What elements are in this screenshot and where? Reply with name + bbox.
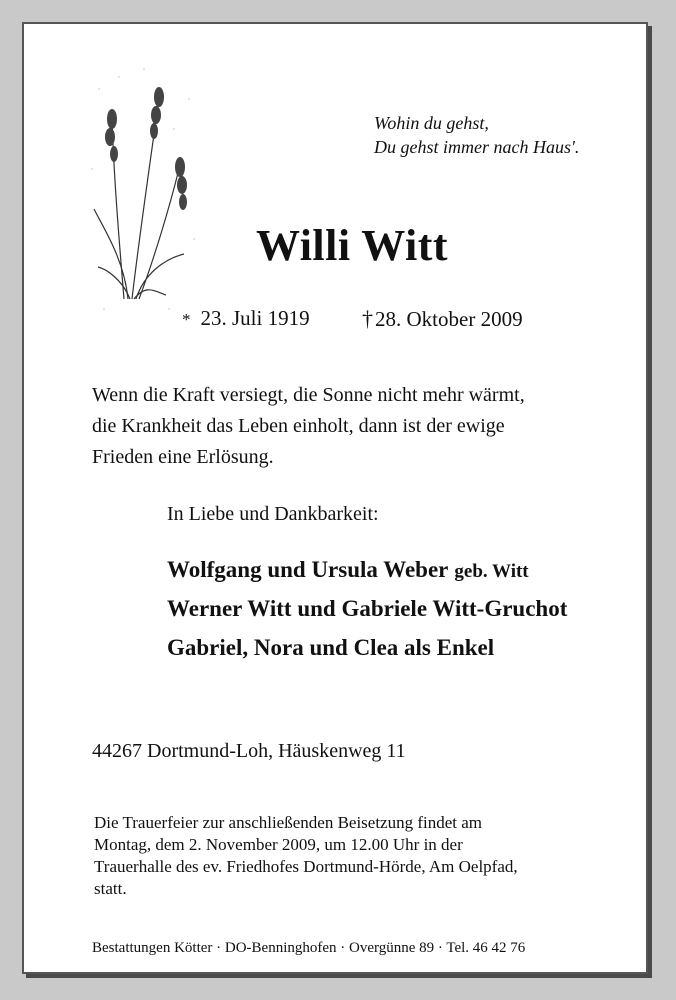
family-suffix: geb. Witt: [454, 561, 529, 582]
family-line-3: [167, 635, 494, 661]
service-notice: [94, 812, 634, 900]
family-names: Werner Witt und Gabriele Witt-Gruchot: [167, 596, 568, 621]
birth-date: [182, 306, 310, 331]
funeral-home-footer: Bestattungen Kötter · DO-Benninghofen · Overgünne 89 · Tel. 46 42 76: [92, 940, 526, 956]
death-date-text: 28. Oktober 2009: [375, 307, 523, 331]
service-line: statt.: [94, 879, 127, 898]
address: 44267 Dortmund-Loh, Häuskenweg 11: [92, 740, 406, 762]
birth-date-text: 23. Juli 1919: [200, 306, 310, 330]
thanks-line: In Liebe und Dankbarkeit:: [167, 503, 379, 525]
service-line: Die Trauerfeier zur anschließenden Beisetzung findet am: [94, 813, 483, 832]
family-line-1: [167, 557, 529, 583]
obituary-card: [22, 22, 648, 974]
motto: [374, 111, 579, 159]
motto-line-1: Wohin du gehst,: [374, 113, 489, 133]
deceased-name: Willi Witt: [256, 221, 449, 270]
family-names: Gabriel, Nora und Clea als Enkel: [167, 635, 495, 660]
service-line: Montag, dem 2. November 2009, um 12.00 Uhr in der: [94, 835, 463, 854]
poem-line: Wenn die Kraft versiegt, die Sonne nicht mehr wärmt,: [92, 384, 525, 406]
poem-line: die Krankheit das Leben einholt, dann ist der ewige: [92, 415, 505, 437]
poem: [92, 380, 632, 473]
family-line-2: [167, 596, 567, 622]
motto-line-2: Du gehst immer nach Haus'.: [374, 137, 580, 157]
poem-line: Frieden eine Erlösung.: [92, 446, 274, 468]
family-names: Wolfgang und Ursula Weber: [167, 557, 449, 582]
service-line: Trauerhalle des ev. Friedhofes Dortmund-Hörde, Am Oelpfad,: [94, 857, 518, 876]
birth-star-icon: *: [182, 310, 191, 329]
wheat-ears-icon: [84, 59, 204, 329]
death-cross-icon: †: [362, 306, 373, 331]
death-date: [362, 306, 523, 332]
